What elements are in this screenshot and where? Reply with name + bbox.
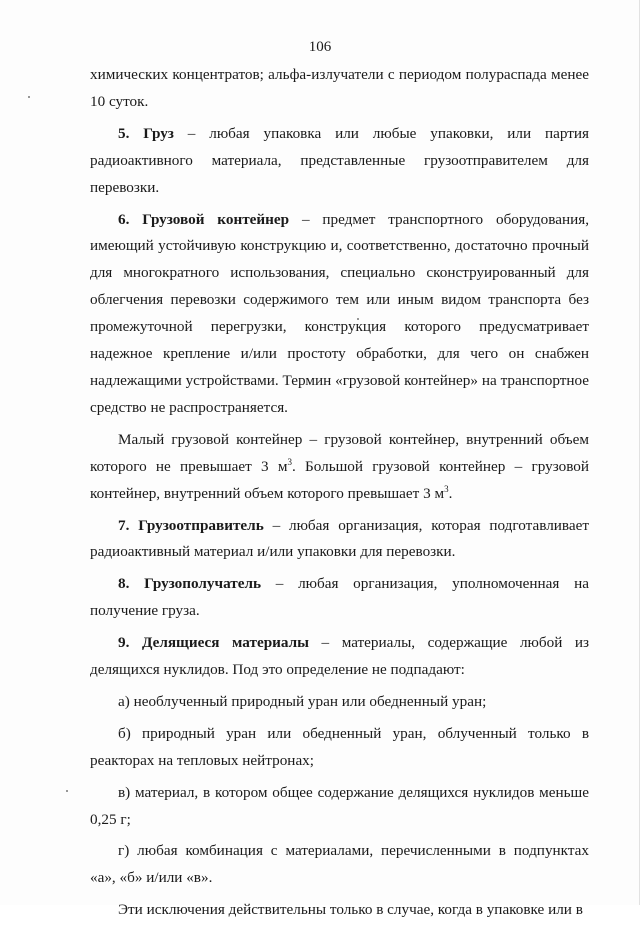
definition-text: – материалы, содержащие любой из делящихся нуклидов. Под это определение не подпадают:: [90, 634, 589, 679]
definition-cargo: [90, 121, 589, 202]
text-run: .: [448, 484, 453, 502]
definition-term: 6. Грузовой контейнер: [118, 210, 290, 228]
list-item-c: в) материал, в котором общее содержание делящихся нуклидов меньше 0,25 г;: [90, 783, 589, 828]
superscript: 3: [444, 483, 449, 494]
paragraph-container-sizes: [90, 427, 589, 508]
paragraph-exclusions: Эти исключения действительны только в случае, когда в упаковке или в: [118, 901, 583, 919]
document-body: [90, 62, 589, 929]
scan-speck: [66, 790, 68, 792]
definition-text: – любая организация, уполномоченная на получение груза.: [90, 575, 589, 620]
definition-fissile-materials: [90, 630, 589, 684]
page-number: 106: [308, 39, 332, 55]
definition-text: – любая организация, которая подготавливает радиоактивный материал и/или упаковки для перевозки.: [90, 516, 589, 561]
definition-term: 9. Делящиеся материалы: [118, 634, 309, 652]
definition-text: – предмет транспортного оборудования, имеющий устойчивую конструкцию и, соответственно, достаточно прочный для многократного использования, специально сконструированный для облегчения перевозки содержимого тем или иным видом транспорта без промежуточной перегрузки, конструкция которого предусматривает надежное крепление и/или простоту обработки, для чего он снабжен надлежащими устройствами. Термин «грузовой контейнер» на транспортное средство не распространяется.: [90, 210, 589, 416]
list-item-a: а) необлученный природный уран или обедненный уран;: [118, 692, 487, 710]
definition-freight-container: [90, 207, 589, 422]
definition-consignor: [90, 513, 589, 567]
scan-speck: [28, 96, 30, 98]
text-run: . Большой грузовой контейнер – грузовой контейнер, внутренний объем которого превышает 3 м: [90, 457, 589, 502]
list-item-d: г) любая комбинация с материалами, перечисленными в подпунктах «а», «б» и/или «в».: [90, 842, 589, 887]
paragraph-continuation: химических концентратов; альфа-излучатели с периодом полураспада менее 10 суток.: [90, 66, 589, 110]
definition-consignee: [90, 571, 589, 625]
text-run: Малый грузовой контейнер – грузовой контейнер, внутренний объем которого не превышает 3 м: [90, 430, 589, 475]
definition-term: 7. Грузоотправитель: [118, 516, 264, 534]
definition-term: 8. Грузополучатель: [118, 575, 262, 593]
list-item-b: б) природный уран или обедненный уран, облученный только в реакторах на тепловых нейтронах;: [90, 724, 589, 769]
superscript: 3: [287, 456, 292, 467]
definition-text: – любая упаковка или любые упаковки, или партия радиоактивного материала, представленные грузоотправителем для перевозки.: [90, 124, 589, 196]
definition-term: 5. Груз: [118, 124, 174, 142]
